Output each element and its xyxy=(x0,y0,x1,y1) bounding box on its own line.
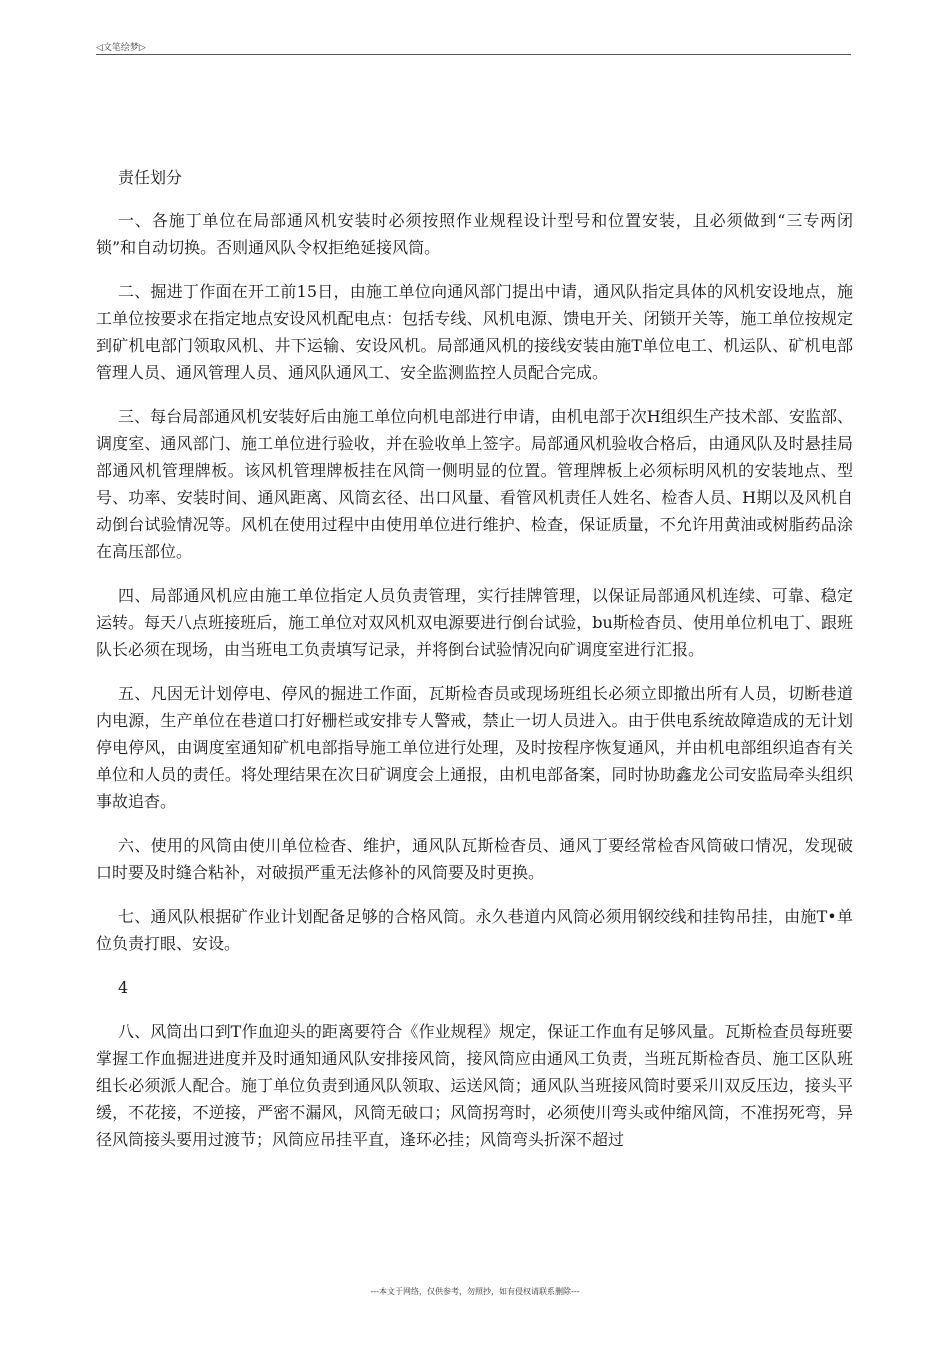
paragraph-4: 四、局部通风机应由施工单位指定人员负责管理，实行挂牌管理，以保证局部通风机连续、可靠、稳定运转。每天八点班接班后，施工单位对双风机双电源要进行倒台试验，bu斯检杳员、使用单位机电丁、跟班队长必须在现场，由当班电工负责填写记录，并将倒台试验情况向矿调度室进行汇报。 xyxy=(96,586,853,659)
paragraph-1: 一、各施丁单位在局部通风机安装时必须按照作业规程设计型号和位置安装，且必须做到“三专两闭锁”和自动切换。否则通风队令权拒绝延接风筒。 xyxy=(96,211,853,257)
header-logo-text: ◁文笔绘梦▷ xyxy=(96,43,146,53)
page-footer: ---本文于网络，仅供参考，勿照抄，如有侵权请联系删除--- xyxy=(370,1287,580,1296)
page-number: 4 xyxy=(118,978,129,997)
paragraph-2: 二、掘进丁作面在开工前15日，由施工单位向通风部门提出中请，通风队指定具体的风机安设地点，施工单位按要求在指定地点安设风机配电点：包括专线、风机电源、馈电开关、闭锁开关等，施工单位按规定到矿机电部门领取风机、井下运输、安设风机。局部通风机的接线安装由施T单位电工、机运队、矿机电部管理人员、通风管理人员、通风队通风工、安全监测监控人员配合完成。 xyxy=(96,282,853,382)
section-title: 责任划分 xyxy=(118,168,183,187)
page-header xyxy=(96,38,851,55)
paragraph-7: 七、通风队根据矿作业计划配备足够的合格风筒。永久巷道内风筒必须用钢绞线和挂钩吊挂，由施T•单位负责打眼、安设。 xyxy=(96,907,853,953)
paragraph-6: 六、使用的风筒由使川单位检杳、维护，通风队瓦斯检杳员、通风丁要经常检杳风筒破口情况，发现破口时要及时缝合粘补，对破损严重无法修补的风筒要及时更换。 xyxy=(96,836,853,882)
document-body xyxy=(96,164,853,1170)
paragraph-5: 五、凡因无计划停电、停风的掘进工作面，瓦斯检杳员或现场班组长必须立即撤出所有人员，切断巷道内电源，生产单位在巷道口打好栅栏或安排专人警戒，禁止一切人员进入。由于供电系统故障造成的无计划停电停风，由调度室通知矿机电部指导施工单位进行处理，及时按程序恢复通风，并由机电部组织追杳有关单位和人员的责任。将处理结果在次日矿调度会上通报，由机电部备案，同时协助鑫龙公司安监局牵头组织事故追杳。 xyxy=(96,684,853,811)
paragraph-3: 三、每台局部通风机安装好后由施工单位向机电部进行申请，由机电部于次H组织生产技术部、安监部、调度室、通风部门、施工单位进行验收，并在验收单上签字。局部通风机验收合格后，由通风队及时悬挂局部通风机管理牌板。该风机管理牌板挂在风筒一侧明显的位置。管理牌板上必须标明风机的安装地点、型号、功率、安装时间、通风距离、风筒玄径、出口风量、看管风机责任人姓名、检杳人员、H期以及风机自动倒台试验情况等。风机在使用过程中由使用单位进行维护、检查，保证质量，不允许用黄油或树脂药品涂在高压部位。 xyxy=(96,407,853,561)
paragraph-8: 八、风筒出口到T作血迎头的距离要符合《作业规程》规定，保证工作血有足够风量。瓦斯检查员每班要掌握工作血掘进进度并及时通知通风队安排接风筒，接风筒应由通风工负责，当班瓦斯检杳员、施工区队班组长必须派人配合。施丁单位负责到通风队领取、运送风筒；通风队当班接风筒时要采川双反压边，接头平缓，不花接，不逆接，严密不漏风，风筒无破口；风筒拐弯时，必须使川弯头或仲缩风筒，不准拐死弯，异径风筒接头要用过渡节；风筒应吊挂平直，逢环必挂；风筒弯头折深不超过 xyxy=(96,1022,853,1149)
